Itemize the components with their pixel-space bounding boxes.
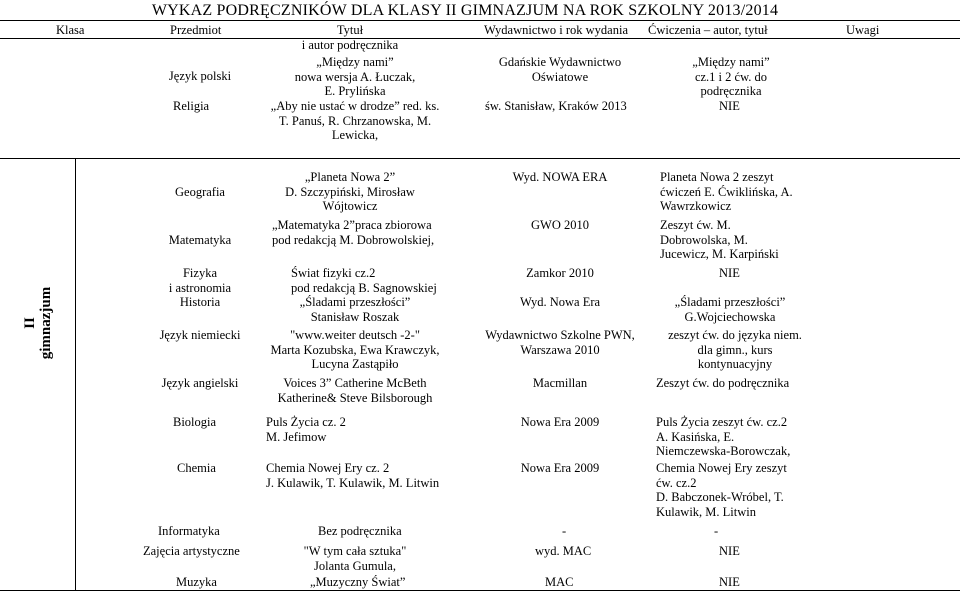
subject-cell: Religia (173, 99, 210, 113)
header-przedmiot: Przedmiot (170, 23, 222, 37)
publisher-cell: MAC (545, 575, 574, 589)
publisher-cell: Wydawnictwo Szkolne PWN, Warszawa 2010 (485, 328, 635, 357)
exercises-cell: zeszyt ćw. do języka niem. dla gimn., kurs kontynuacyjny (668, 328, 802, 371)
title-cell: "W tym cała sztuka" Jolanta Gumula, (303, 544, 407, 573)
title-cell: Puls Życia cz. 2 M. Jefimow (266, 415, 346, 444)
section-divider (0, 158, 960, 159)
subject-cell: Zajęcia artystyczne (143, 544, 240, 558)
subject-cell: Chemia (177, 461, 216, 475)
header-wydawnictwo: Wydawnictwo i rok wydania (484, 23, 629, 37)
title-cell: „Między nami” nowa wersja A. Łuczak, E. Prylińska (294, 55, 416, 98)
publisher-cell: Gdańskie Wydawnictwo Oświatowe (498, 55, 622, 84)
title-cell: Świat fizyki cz.2 pod redakcją B. Sagnowskiej (291, 266, 437, 295)
title-cell: „Matematyka 2”praca zbiorowa pod redakcją M. Dobrowolskiej, (272, 218, 435, 247)
title-cell: „Muzyczny Świat” (310, 575, 406, 589)
publisher-cell: GWO 2010 (531, 218, 589, 232)
publisher-cell: Macmillan (532, 376, 588, 390)
class-label-line2: gimnazjum (38, 286, 54, 360)
exercises-cell: Puls Życia zeszyt ćw. cz.2 A. Kasińska, E. Niemczewska-Borowczak, (656, 415, 791, 458)
header-tytul: Tytuł i autor podręcznika (301, 23, 399, 52)
header-klasa: Klasa (56, 23, 85, 37)
exercises-cell: Zeszyt ćw. M. Dobrowolska, M. Jucewicz, M. Karpiński (660, 218, 779, 261)
subject-cell: Fizyka i astronomia (168, 266, 232, 295)
header-bottom-border (0, 38, 960, 39)
header-cwiczenia: Ćwiczenia – autor, tytuł (648, 23, 768, 37)
publisher-cell: Nowa Era 2009 (520, 461, 600, 475)
subject-cell: Historia (179, 295, 221, 309)
publisher-cell: Wyd. Nowa Era (519, 295, 601, 309)
subject-cell: Geografia (175, 185, 225, 199)
exercises-cell: - (714, 524, 719, 538)
publisher-cell: - (562, 524, 567, 538)
exercises-cell: „Między nami” cz.1 i 2 ćw. do podręcznika (692, 55, 770, 98)
subject-cell: Informatyka (158, 524, 220, 538)
header-uwagi: Uwagi (846, 23, 880, 37)
title-cell: „Planeta Nowa 2” D. Szczypiński, Mirosław Wójtowicz (285, 170, 415, 213)
title-cell: Voices 3” Catherine McBeth Katherine& Steve Bilsborough (277, 376, 433, 405)
exercises-cell: NIE (719, 544, 740, 558)
class-label-text (22, 287, 54, 360)
exercises-cell: Planeta Nowa 2 zeszyt ćwiczeń E. Ćwiklińska, A. Wawrzkowicz (660, 170, 793, 213)
title-cell: "www.weiter deutsch -2-" Marta Kozubska, Ewa Krawczyk, Lucyna Zastąpiło (270, 328, 440, 371)
exercises-cell: Zeszyt ćw. do podręcznika (656, 376, 790, 390)
title-cell: Chemia Nowej Ery cz. 2 J. Kulawik, T. Kulawik, M. Litwin (266, 461, 440, 490)
page-title: WYKAZ PODRĘCZNIKÓW DLA KLASY II GIMNAZJUM NA ROK SZKOLNY 2013/2014 (151, 2, 779, 19)
table-bottom-border (0, 590, 960, 591)
exercises-cell: Chemia Nowej Ery zeszyt ćw. cz.2 D. Babczonek-Wróbel, T. Kulawik, M. Litwin (656, 461, 787, 519)
exercises-cell: NIE (719, 99, 740, 113)
header-top-border (0, 20, 960, 21)
subject-cell: Język niemiecki (159, 328, 241, 342)
title-cell: „Śladami przeszłości” Stanisław Roszak (299, 295, 411, 324)
class-column-border (75, 158, 76, 590)
exercises-cell: NIE (719, 575, 740, 589)
publisher-cell: Wyd. NOWA ERA (512, 170, 608, 184)
subject-cell: Muzyka (176, 575, 217, 589)
class-label-line1: II (22, 317, 38, 329)
subject-cell: Język polski (168, 69, 232, 83)
subject-cell: Biologia (173, 415, 217, 429)
exercises-cell: NIE (719, 266, 740, 280)
publisher-cell: św. Stanisław, Kraków 2013 (485, 99, 627, 113)
publisher-cell: Nowa Era 2009 (520, 415, 600, 429)
class-label (0, 0, 75, 592)
subject-cell: Matematyka (168, 233, 232, 247)
exercises-cell: „Śladami przeszłości” G.Wojciechowska (674, 295, 786, 324)
publisher-cell: Zamkor 2010 (526, 266, 594, 280)
title-cell: Bez podręcznika (318, 524, 402, 538)
subject-cell: Język angielski (161, 376, 239, 390)
publisher-cell: wyd. MAC (535, 544, 592, 558)
title-cell: „Aby nie ustać w drodze” red. ks. T. Panuś, R. Chrzanowska, M. Lewicka, (270, 99, 440, 142)
